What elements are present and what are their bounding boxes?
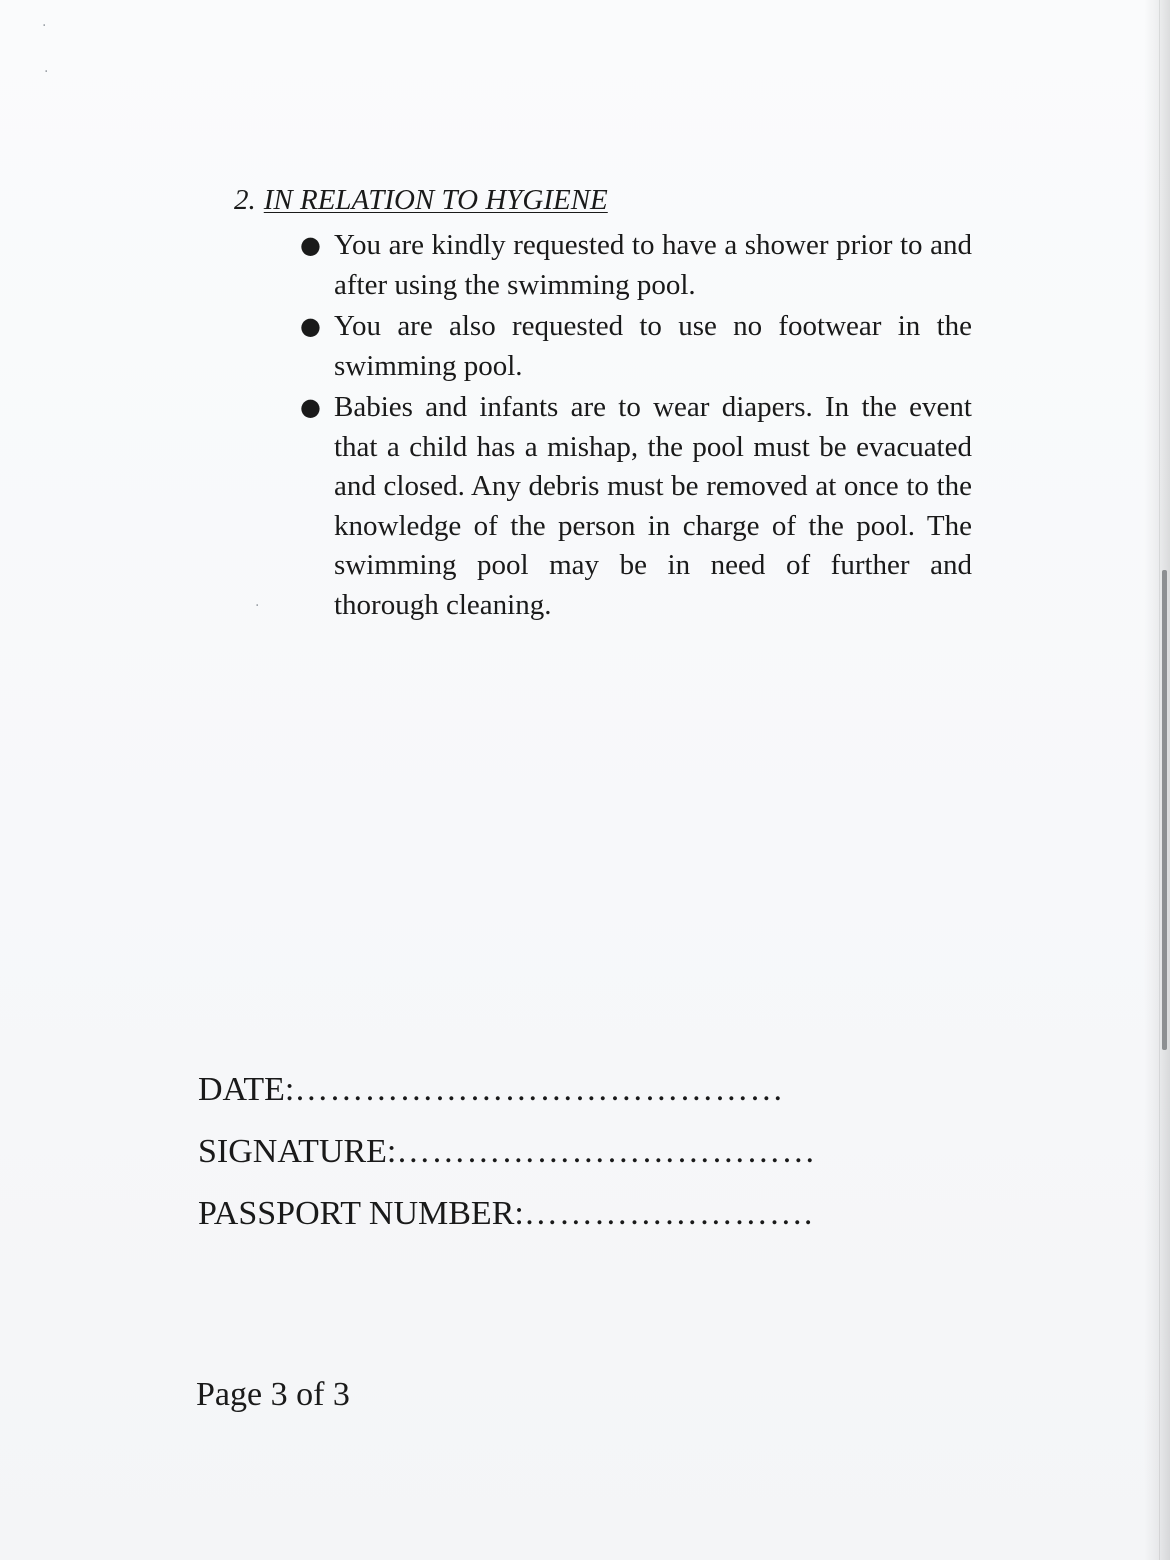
signature-label: SIGNATURE:	[198, 1133, 397, 1170]
scan-speck: ·	[42, 18, 47, 34]
list-item	[300, 226, 972, 305]
section-title: IN RELATION TO HYGIENE	[263, 184, 608, 216]
page-number: Page 3 of 3	[196, 1376, 350, 1413]
list-item	[300, 307, 972, 386]
binding-edge	[1162, 570, 1167, 1050]
bullet-icon: ●	[300, 393, 321, 421]
date-blank: ……………………………………	[294, 1071, 785, 1108]
rule-text: You are also requested to use no footwear in the swimming pool.	[334, 310, 972, 382]
passport-number-label: PASSPORT NUMBER:	[198, 1195, 524, 1232]
signature-form	[198, 1070, 878, 1256]
signature-blank: ………………………………	[396, 1133, 817, 1170]
page-edge-line	[1159, 0, 1160, 1560]
date-field	[198, 1070, 878, 1132]
scan-speck: ·	[255, 598, 260, 614]
signature-field	[198, 1132, 878, 1194]
section-number: 2.	[234, 184, 256, 216]
bullet-icon: ●	[300, 231, 321, 259]
bullet-icon: ●	[300, 312, 321, 340]
hygiene-rules-list	[300, 226, 972, 627]
list-item	[300, 388, 972, 625]
rule-text: You are kindly requested to have a shower prior to and after using the swimming pool.	[334, 229, 972, 301]
section-heading	[234, 184, 608, 217]
scan-speck: ·	[44, 64, 49, 80]
passport-number-field	[198, 1194, 878, 1256]
passport-number-blank: …………………….	[523, 1195, 814, 1232]
date-label: DATE:	[198, 1071, 295, 1108]
rule-text: Babies and infants are to wear diapers. In the event that a child has a mishap, the pool must be evacuated and closed. Any debris must be removed at once to the knowledge of the person in charge of the pool. The swimming pool may be in need of further and thorough cleaning.	[334, 391, 972, 621]
